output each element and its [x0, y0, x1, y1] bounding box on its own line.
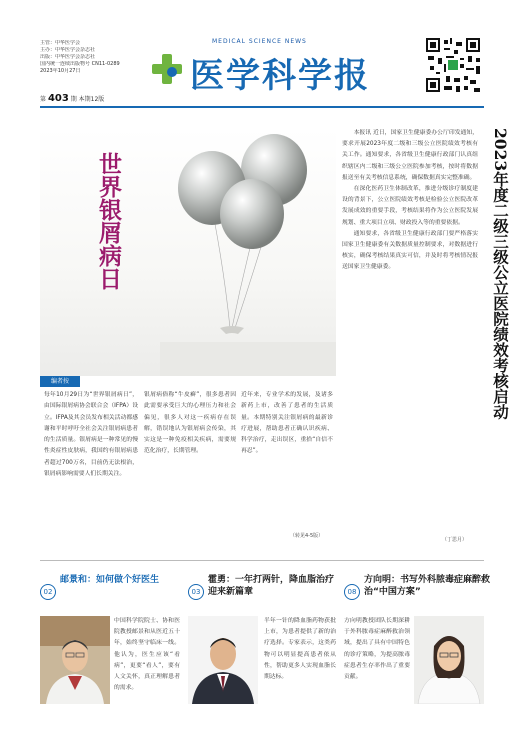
issue-value: 403	[47, 93, 69, 104]
teaser-page-02[interactable]	[40, 568, 180, 718]
portrait-photo	[414, 616, 484, 704]
cross-logo-icon	[152, 54, 182, 84]
lead-story-paragraph: 通知要求，各省级卫生健康行政部门要严格落实国家卫生健康委有关数据质量控制要求，对数据进行核实，确保考核结果真实可信，并及时将考核情况报送国家卫生健康委。	[342, 230, 478, 271]
feature-headline: 世界银屑病日	[95, 152, 122, 290]
teaser-title[interactable]: 邮景和：如何做个好医生	[60, 575, 160, 585]
teaser-summary: 半年一针的降血脂药物获批上市，为患者提供了新的治疗选择。专家表示，这类药物可以明显提高患者依从性，帮助更多人实现血脂长期达标。	[264, 618, 336, 681]
page-number-badge: 03	[188, 584, 204, 600]
issue-suffix: 期 本期12版	[70, 96, 105, 103]
info-line: 主管：中华医学会	[40, 40, 81, 46]
masthead-rule	[40, 106, 484, 108]
teaser-page-03[interactable]	[188, 568, 336, 718]
teaser-summary: 方向明教授团队长期深耕于外科脓毒症麻醉救治领域，提出了具有中国特色的诊疗策略，为提高脓毒症患者生存率作出了重要贡献。	[344, 618, 410, 681]
english-name: MEDICAL SCIENCE NEWS	[212, 38, 307, 45]
info-line: 出版：中华医学会杂志社	[40, 54, 96, 60]
teaser-summary: 中国科学院院士、协和医院教授邮景和从医近五十年，始终坚守临床一线。他认为，医生应该“看病”，更要“看人”，要有人文关怀，真正理解患者的需求。	[114, 618, 180, 692]
teaser-page-08[interactable]	[344, 568, 491, 718]
page-number-badge: 08	[344, 584, 360, 600]
lead-story-paragraph: 在深化医药卫生体制改革，推进分级诊疗制度建设的背景下，公立医院绩效考核是检验公立医院改革发展成效的重要手段，考核结果将作为公立医院发展规划、重大项目立项、财政投入等的重要依据。	[342, 186, 478, 226]
newspaper-logo	[152, 48, 382, 94]
balloons-image	[40, 128, 336, 376]
lead-story-paragraph: 本报讯 近日，国家卫生健康委办公厅印发通知，要求开展2023年度二级和三级公立医院绩效考核有关工作。通知要求，各省级卫生健康行政部门认真组织辖区内二级和三级公立医院参加考核，按时将数据报送至有关考核信息系统，确保数据真实完整准确。	[342, 130, 478, 181]
feature-column-3: 近年来，专业学术的发展，及诸多新药上市，改善了患者的生活质量。本期特别关注银屑病的最新诊疗进展，帮助患者正确认识疾病、科学治疗，走出误区，重拾“自信不再忍”。	[241, 392, 333, 455]
continued-note: （转见4-5版）	[290, 533, 324, 539]
info-line: 2023年10月27日	[40, 68, 81, 74]
issue-number	[40, 93, 104, 104]
editor-note-tag: 编者按	[40, 376, 80, 387]
teaser-title[interactable]: 霍勇：一年打两针，降血脂治疗迎来新篇章	[208, 575, 335, 597]
lead-story-byline: （丁思月）	[442, 537, 468, 543]
lead-story-headline[interactable]: 2023年度二级三级公立医院绩效考核启动	[491, 128, 510, 420]
teaser-title[interactable]: 方向明：书写外科脓毒症麻醉救治“中国方案”	[364, 575, 491, 597]
publication-info	[40, 40, 150, 75]
page-number-badge: 02	[40, 584, 56, 600]
info-line: 主办：中华医学会杂志社	[40, 47, 96, 53]
lead-story-body	[342, 128, 478, 548]
balloon-photo	[40, 128, 336, 376]
issue-prefix: 第	[40, 96, 47, 103]
feature-column-2: 银屑病俗称“牛皮癣”，很多患者因此需要承受巨大的心理压力和社会偏见，很多人对这一疾病存在误解，错误地认为银屑病会传染，其实这是一种免疫相关疾病，需要规范化治疗，长期管理。	[144, 392, 236, 455]
portrait-photo	[188, 616, 258, 704]
newspaper-title: 医学科学报	[190, 56, 370, 96]
masthead	[0, 0, 524, 120]
qr-code-icon[interactable]	[424, 36, 482, 94]
section-divider	[40, 560, 484, 561]
info-line: 国内统一连续出版物号 CN11-0289	[40, 61, 120, 67]
portrait-photo	[40, 616, 110, 704]
feature-column-1: 每年10月29日为“世界银屑病日”，由国际银屑病协会联合会（IFPA）设立。IFPA及其会员发布相关活动都感谢和平时呼吁全社会关注银屑病患者的生活质量。银屑病是一种常见的慢性炎症性皮肤病，我国约有银屑病患者超过700万名，目前仍无法根治，银屑病影响需要人们长期关注。	[44, 392, 138, 478]
